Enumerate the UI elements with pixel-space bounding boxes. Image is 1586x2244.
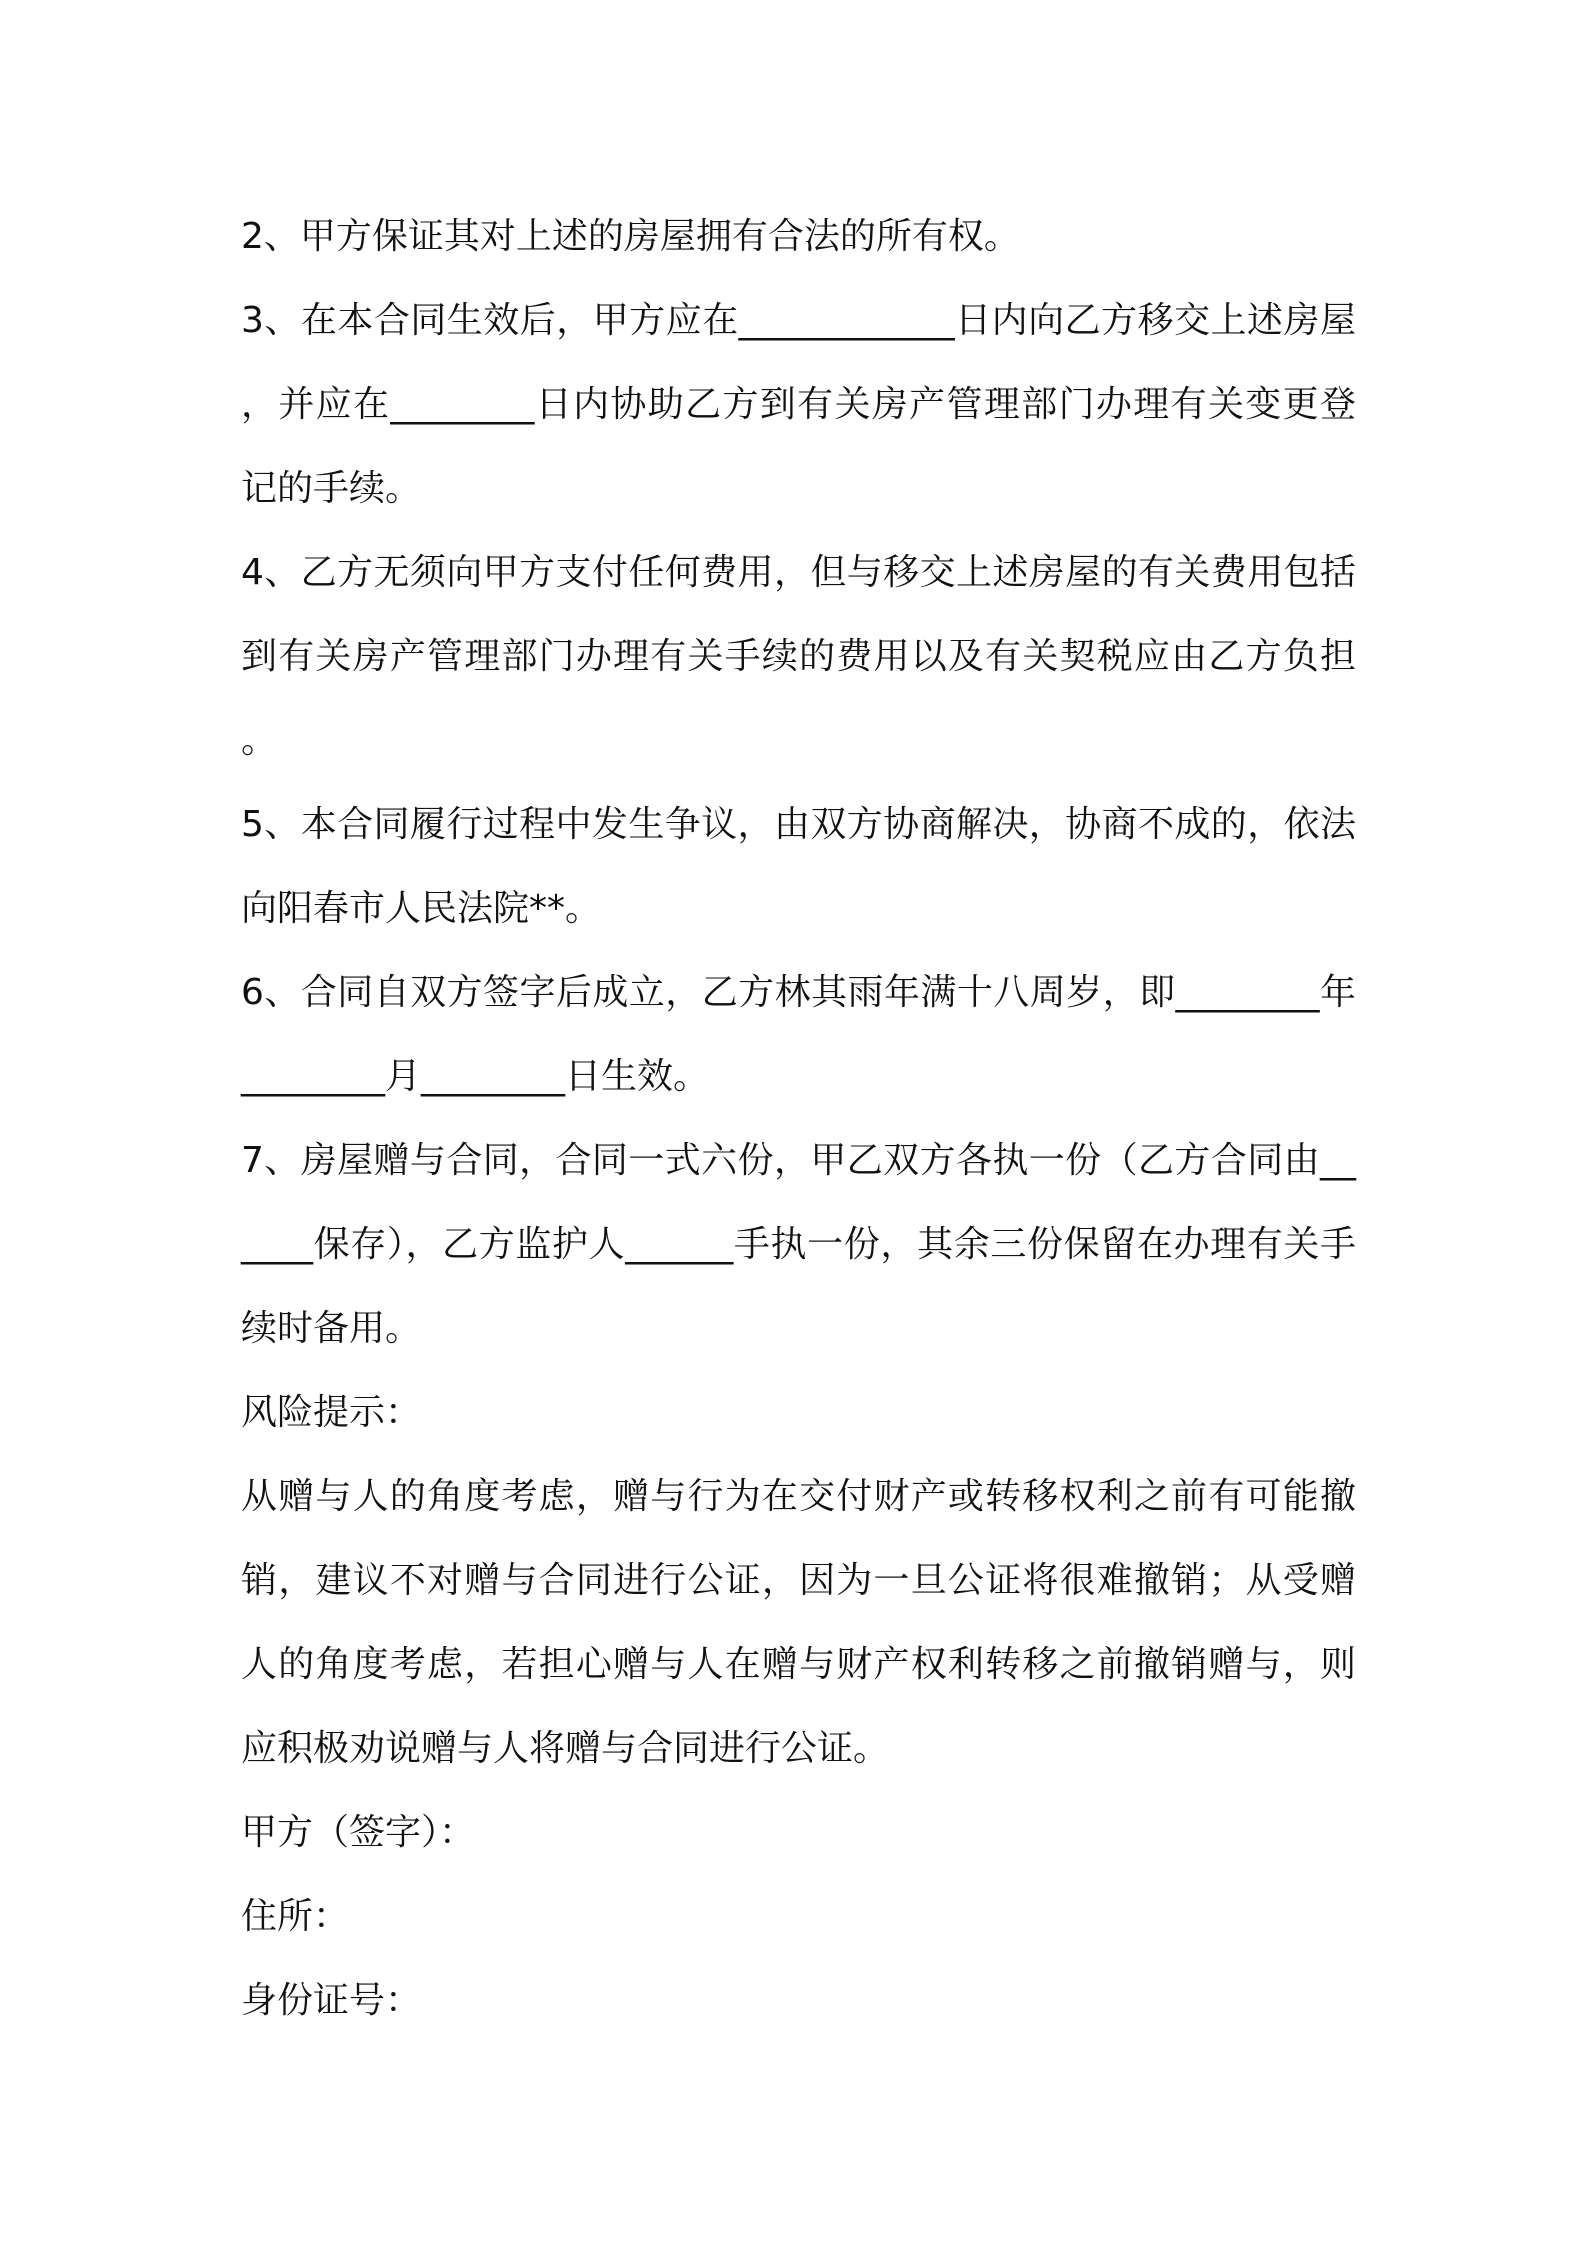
clause-7: 7、房屋赠与合同，合同一式六份，甲乙双方各执一份（乙方合同由______保存），乙方监护人______手执一份，其余三份保留在办理有关手续时备用。 <box>241 1140 1356 1349</box>
id-number-label: 身份证号： <box>241 1980 422 2021</box>
risk-text: 从赠与人的角度考虑，赠与行为在交付财产或转移权利之前有可能撤销，建议不对赠与合同进行公证，因为一旦公证将很难撤销；从受赠人的角度考虑，若担心赠与人在赠与财产权利转移之前撤销赠与，则应积极劝说赠与人将赠与合同进行公证。 <box>241 1476 1356 1769</box>
document-body <box>241 195 1356 2043</box>
clause-4: 4、乙方无须向甲方支付任何费用，但与移交上述房屋的有关费用包括到有关房产管理部门办理有关手续的费用以及有关契税应由乙方负担。 <box>241 552 1356 761</box>
risk-heading: 风险提示： <box>241 1392 422 1433</box>
clause-2: 2、甲方保证其对上述的房屋拥有合法的所有权。 <box>241 216 1020 257</box>
clause-5: 5、本合同履行过程中发生争议，由双方协商解决，协商不成的，依法向阳春市人民法院**。 <box>241 804 1356 929</box>
clause-3: 3、在本合同生效后，甲方应在____________日内向乙方移交上述房屋，并应在________日内协助乙方到有关房产管理部门办理有关变更登记的手续。 <box>241 300 1356 509</box>
party-a-signature-label: 甲方（签字）： <box>241 1812 476 1853</box>
address-label: 住所： <box>241 1896 350 1937</box>
clause-6: 6、合同自双方签字后成立，乙方林其雨年满十八周岁，即________年________月________日生效。 <box>241 972 1356 1097</box>
